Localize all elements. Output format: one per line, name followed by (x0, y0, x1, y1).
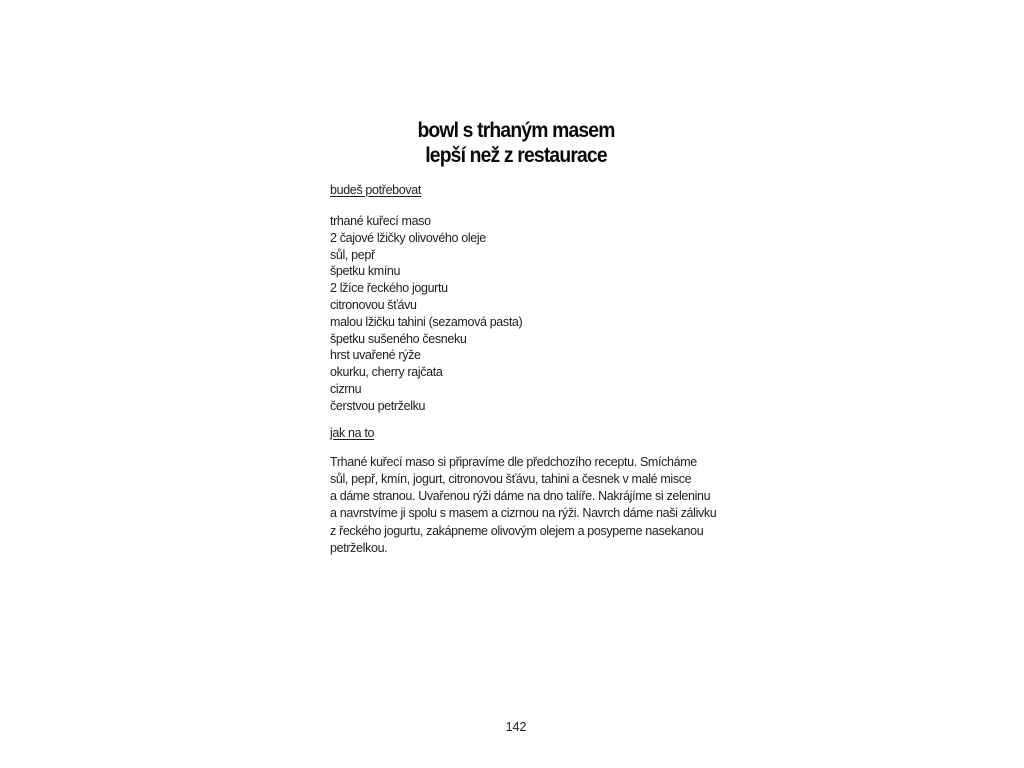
ingredient-item: hrst uvařené rýže (330, 348, 421, 363)
ingredient-item: trhané kuřecí maso (330, 214, 431, 228)
ingredient-item: cizrnu (330, 381, 362, 396)
ingredient-item: malou lžičku tahini (sezamová pasta) (330, 314, 523, 329)
method-line: petrželkou. (330, 541, 388, 556)
ingredient-item: 2 lžíce řeckého jogurtu (330, 281, 448, 296)
title-line-1: bowl s trhaným masem (417, 119, 615, 142)
ingredient-item: čerstvou petrželku (330, 398, 426, 413)
ingredient-item: špetku kmínu (330, 264, 401, 279)
title-line-2: lepší než z restaurace (425, 144, 607, 167)
ingredient-item: 2 čajové lžičky olivového oleje (330, 230, 486, 245)
method-line: a navrstvíme ji spolu s masem a cizrnou na rýži. Navrch dáme naši zálivku (330, 506, 717, 521)
recipe-title (345, 118, 687, 168)
ingredient-item: špetku sušeného česneku (330, 331, 467, 346)
method-line: Trhané kuřecí maso si připravíme dle předchozího receptu. Smícháme (330, 454, 697, 469)
ingredient-item: sůl, pepř (330, 247, 375, 262)
page-number: 142 (505, 720, 527, 734)
method-line: z řeckého jogurtu, zakápneme olivovým olejem a posypeme nasekanou (330, 523, 704, 538)
ingredient-item: citronovou šťávu (330, 297, 417, 312)
method-heading: jak na to (330, 425, 375, 440)
method-line: a dáme stranou. Uvařenou rýži dáme na dno talíře. Nakrájíme si zeleninu (330, 489, 711, 504)
recipe-content (330, 182, 717, 557)
ingredients-list (330, 213, 702, 415)
ingredients-heading: budeš potřebovat (330, 183, 422, 197)
ingredient-item: okurku, cherry rajčata (330, 365, 443, 380)
method-paragraph (330, 454, 717, 558)
method-line: sůl, pepř, kmín, jogurt, citronovou šťávu, tahini a česnek v malé misce (330, 471, 692, 486)
